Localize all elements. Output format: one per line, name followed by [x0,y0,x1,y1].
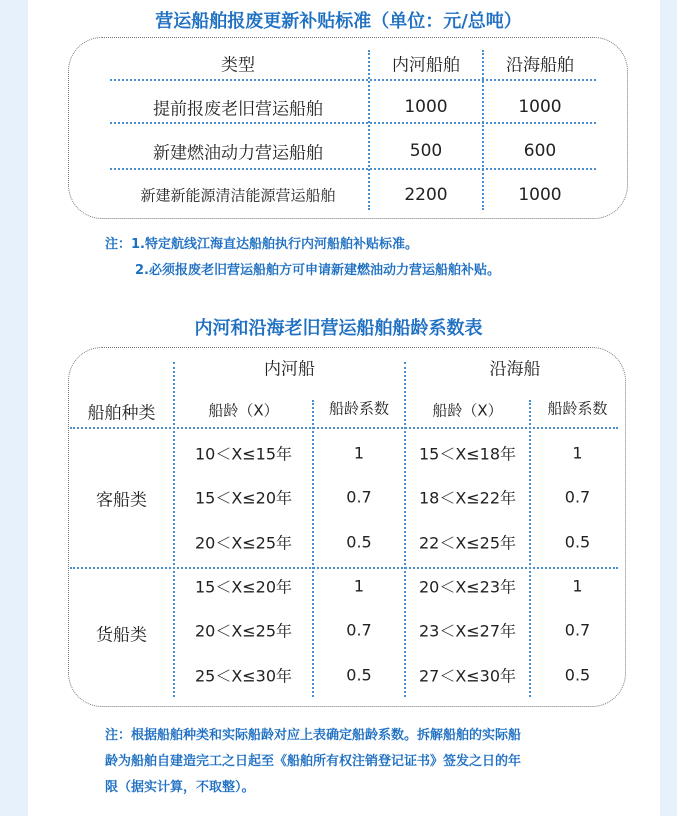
group-header-inland: 内河船 [264,359,315,380]
age-coefficient: 0.5 [564,532,591,552]
inland-value: 1000 [404,97,448,117]
age-table-title: 内河和沿海老旧营运船舶船龄系数表 [194,318,483,339]
age-range: 15＜X≤18年 [418,444,517,464]
note-line: 龄为船舶自建造完工之日起至《船舶所有权注销登记证书》签发之日的年 [105,754,522,769]
subsidy-table-title: 营运船舶报废更新补贴标准（单位：元/总吨） [155,11,522,32]
age-coefficient: 1 [572,576,583,596]
note-2: 2.必须报废老旧营运船舶方可申请新建燃油动力营运船舶补贴。 [135,263,500,278]
header-coef: 船龄系数 [547,399,608,418]
age-coefficient: 0.5 [346,532,372,552]
inland-value: 500 [409,141,443,161]
ship-type-label: 客船类 [96,490,147,511]
age-range: 27＜X≤30年 [418,666,517,686]
age-range: 20＜X≤25年 [194,621,293,641]
age-coefficient: 0.7 [564,620,591,640]
age-range: 20＜X≤23年 [418,577,517,597]
header-coef: 船龄系数 [328,399,389,418]
age-coefficient: 1 [572,443,583,463]
note-line: 限（据实计算，不取整）。 [105,780,255,795]
age-coefficient: 1 [353,443,365,463]
age-range: 18＜X≤22年 [418,488,517,508]
age-range: 22＜X≤25年 [418,533,517,553]
header-ship-type: 船舶种类 [87,403,156,424]
age-range: 15＜X≤20年 [194,577,293,597]
divider [70,567,618,569]
row-type: 新建燃油动力营运船舶 [153,143,323,164]
age-coefficient: 0.7 [346,620,372,640]
group-header-coastal: 沿海船 [489,359,541,380]
note-1: 注：1.特定航线江海直达船舶执行内河船舶补贴标准。 [105,237,418,252]
divider [110,122,596,124]
coastal-value: 1000 [518,185,562,205]
header-age: 船龄（X） [432,401,503,420]
age-coefficient: 0.5 [346,665,372,685]
divider [110,168,596,170]
age-range: 25＜X≤30年 [194,666,293,686]
header-coastal: 沿海船舶 [506,55,574,76]
header-age: 船龄（X） [208,401,279,420]
age-coefficient: 0.5 [564,665,591,685]
note-line: 注：根据船舶种类和实际船龄对应上表确定船龄系数。拆解船舶的实际船 [105,728,522,743]
coastal-value: 1000 [518,97,562,117]
age-range: 15＜X≤20年 [194,488,293,508]
ship-type-label: 货船类 [96,625,147,646]
divider [70,427,618,429]
divider [110,79,596,81]
age-coefficient: 0.7 [564,487,591,507]
age-range: 20＜X≤25年 [194,533,293,553]
header-type: 类型 [221,55,255,76]
age-range: 23＜X≤27年 [418,621,517,641]
age-coefficient: 0.7 [346,487,372,507]
row-type: 提前报废老旧营运船舶 [153,99,323,120]
coastal-value: 600 [523,141,557,161]
row-type: 新建新能源清洁能源营运船舶 [140,186,336,205]
inland-value: 2200 [404,185,448,205]
header-inland: 内河船舶 [392,55,460,76]
age-range: 10＜X≤15年 [194,444,293,464]
age-coefficient: 1 [353,576,365,596]
